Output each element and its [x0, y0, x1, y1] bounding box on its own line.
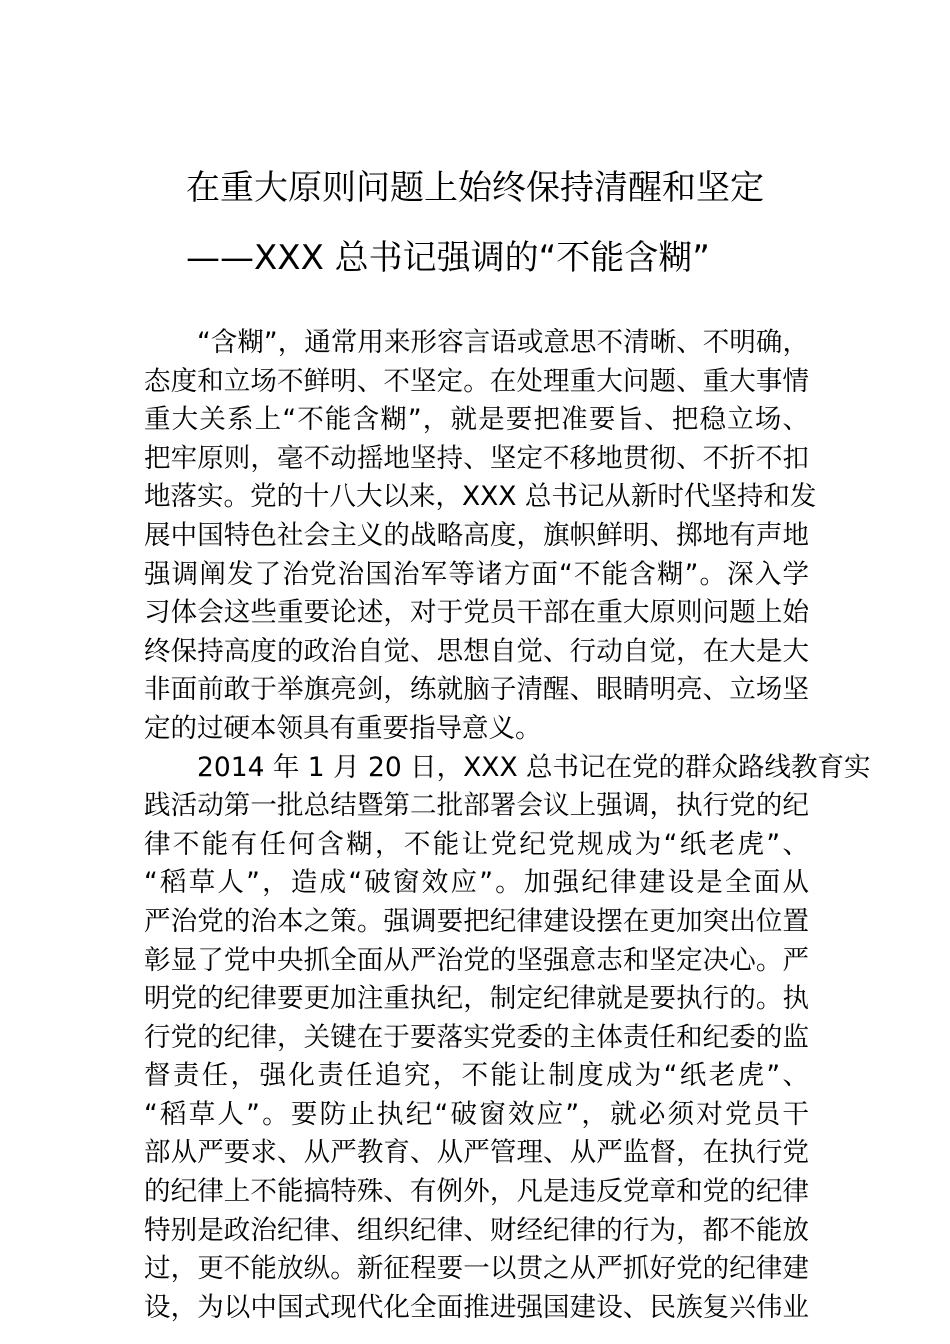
paragraph-2 — [144, 749, 871, 1328]
text-line: 过，更不能放纵。新征程要一以贯之从严抓好党的纪律建 — [144, 1253, 809, 1285]
text-line: 部从严要求、从严教育、从严管理、从严监督，在执行党 — [144, 1137, 809, 1169]
text-line: 展中国特色社会主义的战略高度，旗帜鲜明、掷地有声地 — [144, 519, 809, 551]
text-line: “稻草人”，造成“破窗效应”。加强纪律建设是全面从 — [144, 867, 809, 899]
text-line: 督责任，强化责任追究，不能让制度成为“纸老虎”、 — [144, 1060, 809, 1092]
text-line: 明党的纪律要更加注重执纪，制定纪律就是要执行的。执 — [144, 983, 809, 1015]
text-line: 重大关系上“不能含糊”，就是要把准要旨、把稳立场、 — [144, 404, 809, 436]
text-line: 特别是政治纪律、组织纪律、财经纪律的行为，都不能放 — [144, 1214, 809, 1246]
text-line: 定的过硬本领具有重要指导意义。 — [144, 712, 542, 744]
text-line: 强调阐发了治党治国治军等诸方面“不能含糊”。深入学 — [144, 558, 809, 590]
text-line: 践活动第一批总结暨第二批部署会议上强调，执行党的纪 — [144, 790, 809, 822]
text-line: 态度和立场不鲜明、不坚定。在处理重大问题、重大事情 — [144, 365, 809, 397]
text-line: 彰显了党中央抓全面从严治党的坚强意志和坚定决心。严 — [144, 944, 809, 976]
text-line: 地落实。党的十八大以来，XXX 总书记从新时代坚持和发 — [144, 481, 817, 513]
text-line: 的纪律上不能搞特殊、有例外，凡是违反党章和党的纪律 — [144, 1176, 809, 1208]
text-line: 把牢原则，毫不动摇地坚持、坚定不移地贯彻、不折不扣 — [144, 442, 809, 474]
text-line: 非面前敢于举旗亮剑，练就脑子清醒、眼睛明亮、立场坚 — [144, 674, 809, 706]
text-line: 严治党的治本之策。强调要把纪律建设摆在更加突出位置 — [144, 905, 809, 937]
text-line: 律不能有任何含糊，不能让党纪党规成为“纸老虎”、 — [144, 828, 809, 860]
text-line: “稻草人”。要防止执纪“破窗效应”，就必须对党员干 — [144, 1098, 809, 1130]
text-line: 设，为以中国式现代化全面推进强国建设、民族复兴伟业 — [144, 1291, 809, 1323]
text-line: 终保持高度的政治自觉、思想自觉、行动自觉，在大是大 — [144, 635, 809, 667]
text-line: “含糊”，通常用来形容言语或意思不清晰、不明确， — [197, 327, 809, 358]
document-body — [144, 324, 871, 1327]
document-title: 在重大原则问题上始终保持清醒和坚定 — [186, 168, 764, 208]
document-subtitle: ——XXX 总书记强调的“不能含糊” — [186, 238, 710, 278]
text-line: 行党的纪律，关键在于要落实党委的主体责任和纪委的监 — [144, 1021, 809, 1053]
paragraph-1 — [144, 324, 817, 749]
text-line: 习体会这些重要论述，对于党员干部在重大原则问题上始 — [144, 597, 809, 629]
text-line: 2014 年 1 月 20 日，XXX 总书记在党的群众路线教育实 — [197, 751, 871, 783]
